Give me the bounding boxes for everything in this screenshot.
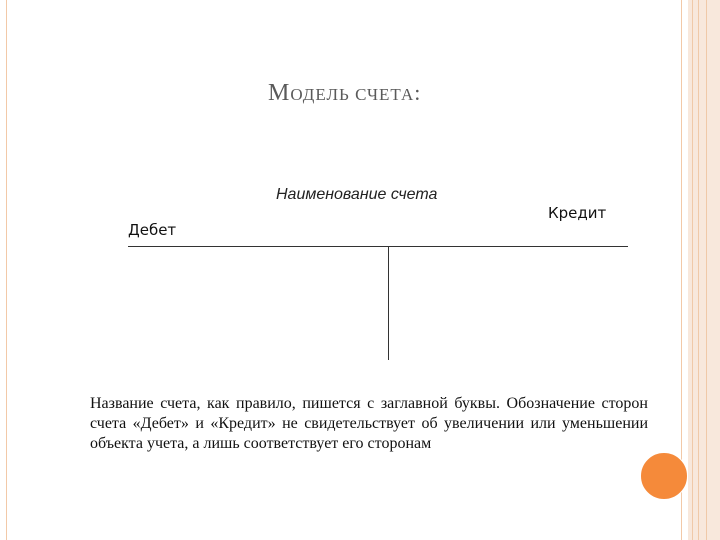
debit-label: Дебет bbox=[128, 221, 177, 239]
orange-circle-icon bbox=[640, 452, 688, 500]
t-account-vertical-line bbox=[388, 246, 389, 360]
title-suffix: : bbox=[414, 80, 422, 105]
t-account-horizontal-line bbox=[128, 246, 628, 247]
strip-line bbox=[706, 0, 707, 540]
credit-label: Кредит bbox=[548, 204, 607, 222]
description-text: Название счета, как правило, пишется с заглавной буквы. Обозначение сторон счета «Дебет» и «Кредит» не свидетельствует об увеличении или уменьшении объекта учета, а лишь соответствует его сторонам bbox=[90, 395, 648, 452]
title-first-letter: М bbox=[268, 80, 291, 106]
strip-line bbox=[692, 0, 693, 540]
strip-line bbox=[698, 0, 699, 540]
account-name-label: Наименование счета bbox=[276, 186, 438, 203]
slide-title bbox=[268, 80, 421, 107]
title-rest: ОДЕЛЬ СЧЕТА bbox=[290, 85, 415, 104]
decorative-side-strip bbox=[688, 0, 720, 540]
